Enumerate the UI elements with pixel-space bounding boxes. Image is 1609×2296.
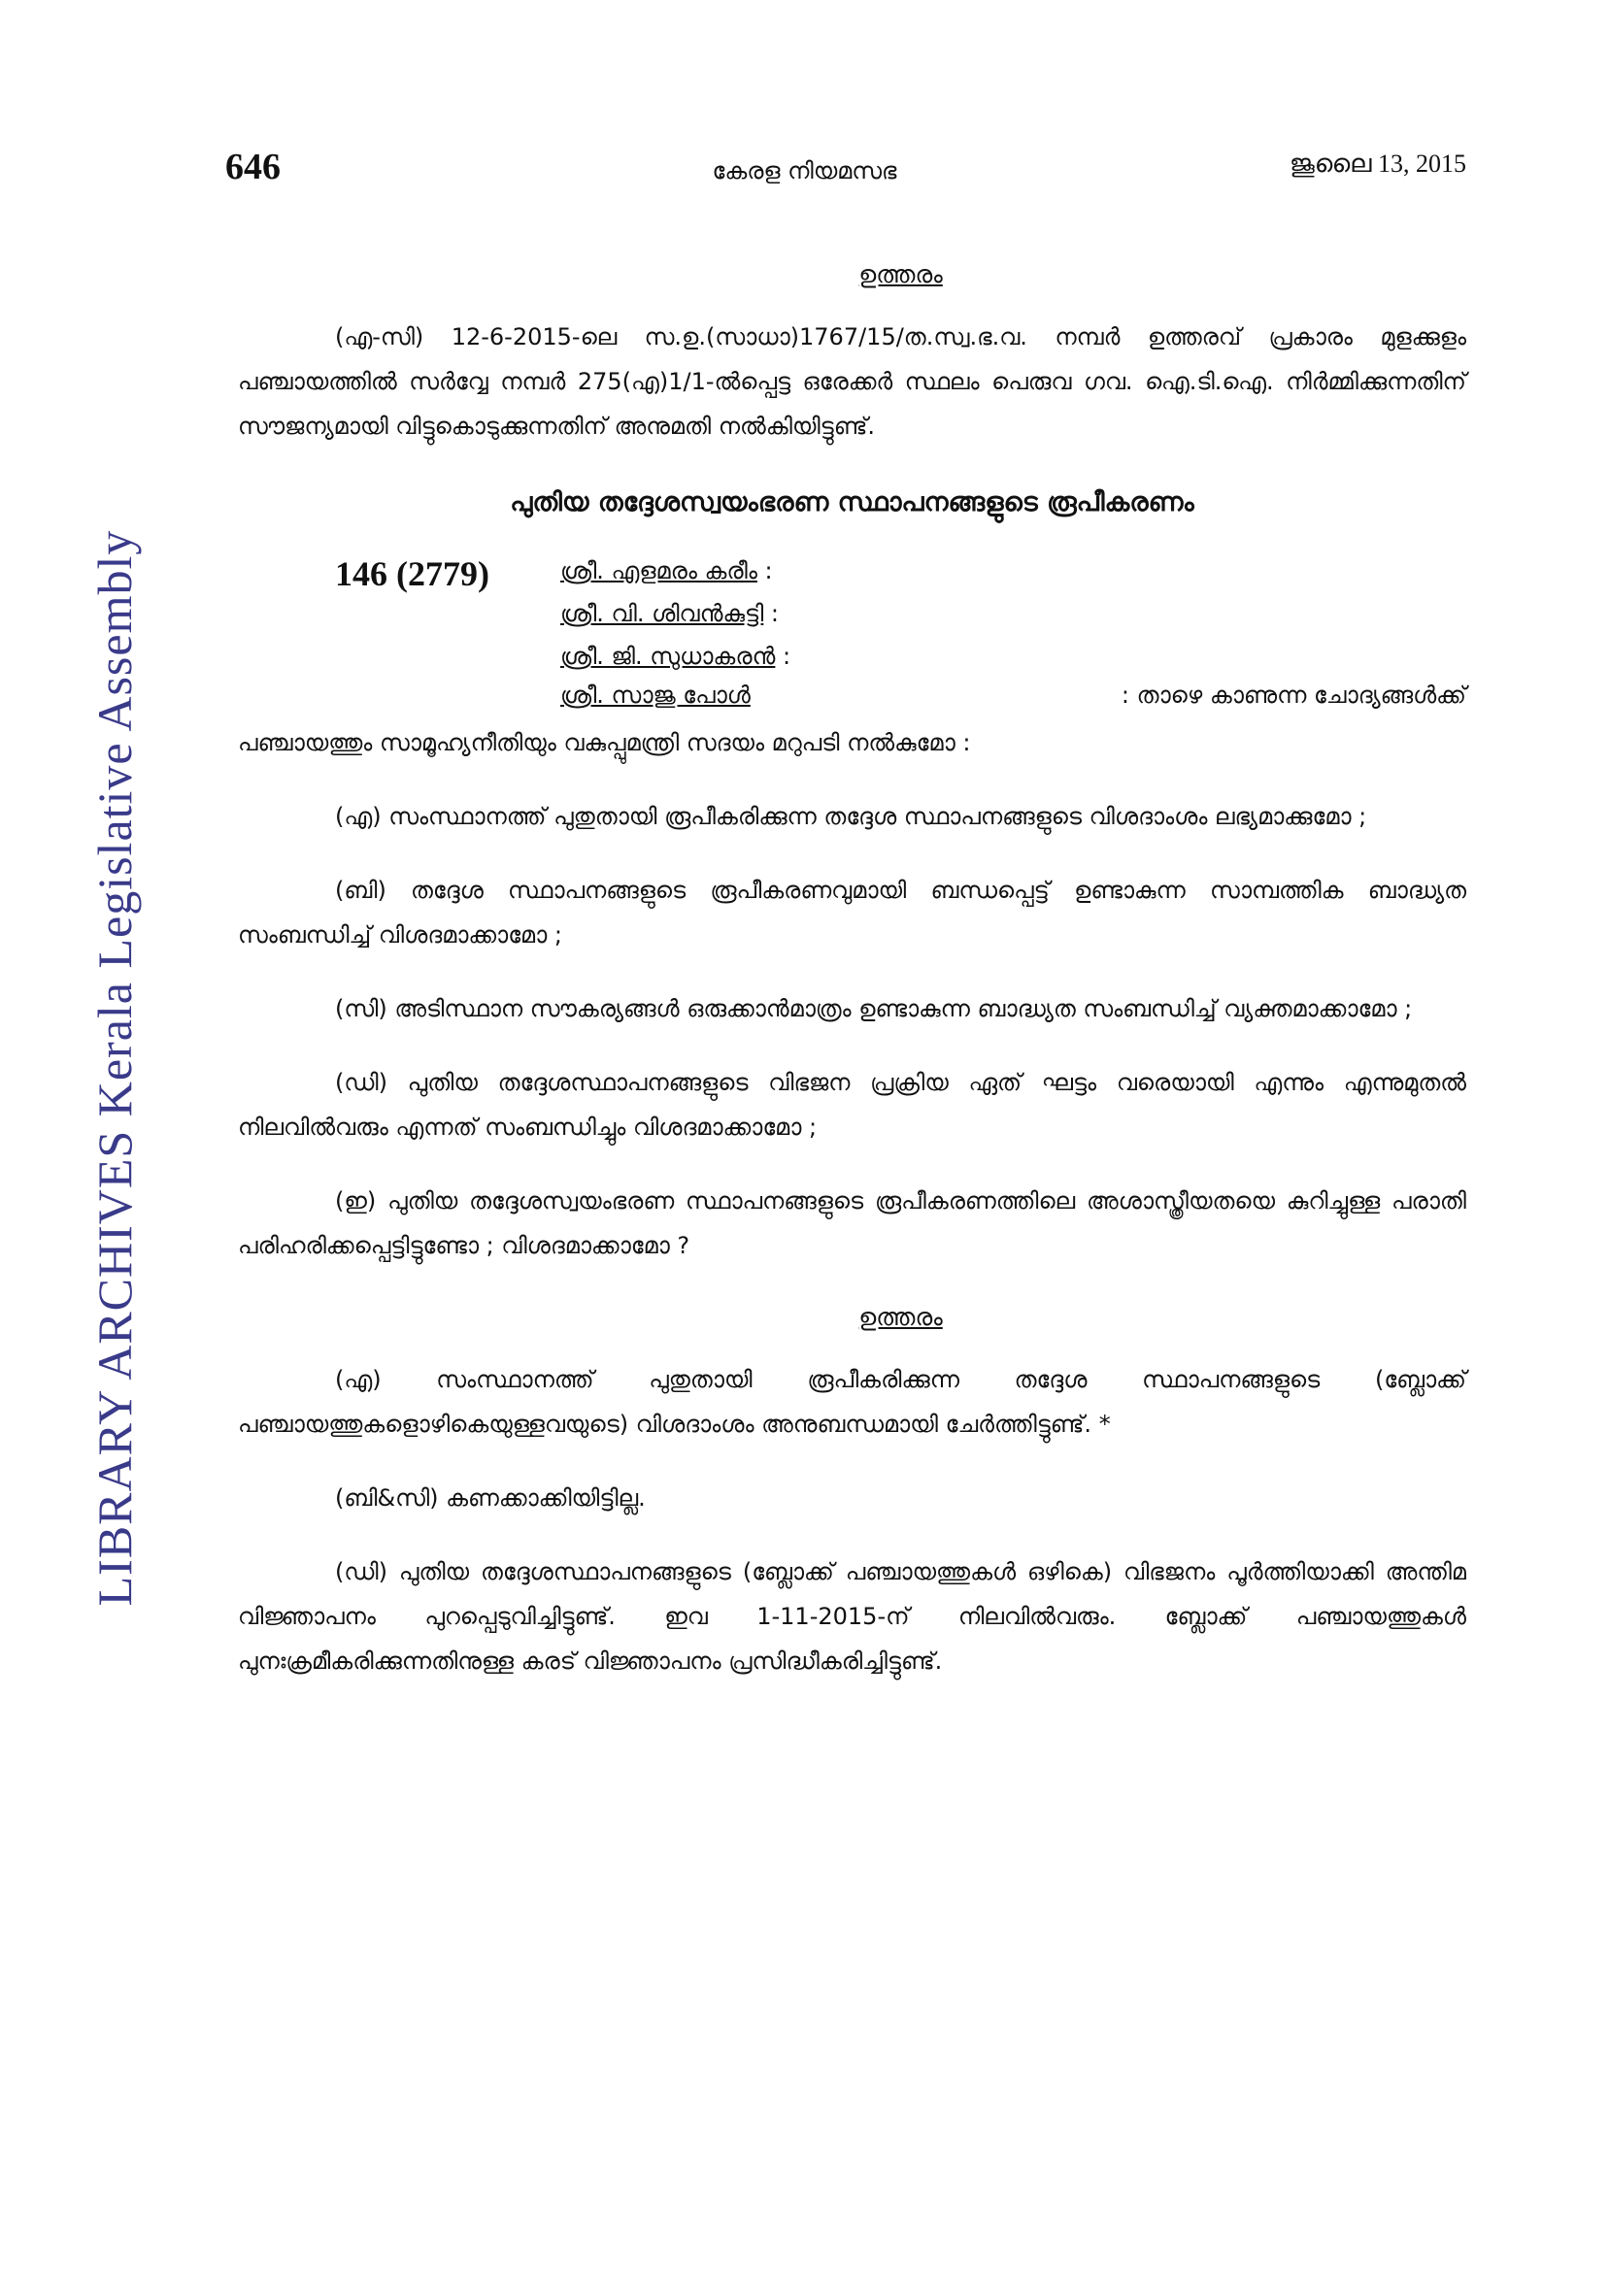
answer-item-bc: (ബി&സി) കണക്കാക്കിയിട്ടില്ല. xyxy=(335,1484,646,1512)
answer-paragraph-1: (എ-സി) 12-6-2015-ലെ സ.ഉ.(സാധാ)1767/15/ത.സ്വ.ഭ.വ. നമ്പർ ഉത്തരവ് പ്രകാരം മുളക്കുളം പഞ്ചായത്തിൽ സർവ്വേ നമ്പർ 275(എ)1/1-ൽപ്പെട്ട ഒരേക്കർ സ്ഥലം പെരുവ ഗവ. ഐ.ടി.ഐ. നിർമ്മിക്കുന്നതിന് സൗജന്യമായി വിട്ടുകൊടുക്കുന്നതിന് അനുമതി നൽകിയിട്ടുണ്ട്. xyxy=(238,323,1466,440)
member-2 xyxy=(560,600,779,627)
archive-watermark: LIBRARY ARCHIVES Kerala Legislative Assembly xyxy=(87,529,142,1607)
member-colon: : xyxy=(775,643,791,670)
answer-heading-1: ഉത്തരം xyxy=(858,260,943,288)
question-header xyxy=(238,553,1466,724)
question-number: 146 (2779) xyxy=(335,554,489,593)
running-head: കേരള നിയമസഭ xyxy=(712,157,897,184)
member-name: ശ്രീ. സാജു പോൾ xyxy=(560,682,751,709)
member-colon: : xyxy=(763,600,780,627)
question-item-a: (എ) സംസ്ഥാനത്ത് പുതുതായി രൂപീകരിക്കുന്ന തദ്ദേശ സ്ഥാപനങ്ങളുടെ വിശദാംശം ലഭ്യമാക്കുമോ ; xyxy=(335,803,1367,830)
question-item-e: (ഇ) പുതിയ തദ്ദേശസ്വയംഭരണ സ്ഥാപനങ്ങളുടെ രൂപീകരണത്തിലെ അശാസ്ത്രീയതയെ കുറിച്ചുള്ള പരാതി പരിഹരിക്കപ്പെട്ടിട്ടുണ്ടോ ; വിശദമാക്കാമോ ? xyxy=(238,1187,1466,1259)
member-4-line xyxy=(560,682,1466,709)
question-item-c: (സി) അടിസ്ഥാന സൗകര്യങ്ങൾ ഒരുക്കാൻമാത്രം ഉണ്ടാകുന്ന ബാദ്ധ്യത സംബന്ധിച്ച് വ്യക്തമാക്കാമോ ; xyxy=(335,995,1413,1022)
answer-item-a: (എ) സംസ്ഥാനത്ത് പുതുതായി രൂപീകരിക്കുന്ന തദ്ദേശ സ്ഥാപനങ്ങളുടെ (ബ്ലോക്ക് പഞ്ചായത്തുകളൊഴികെയുള്ളവയുടെ) വിശദാംശം അനുബന്ധമായി ചേർത്തിട്ടുണ്ട്. * xyxy=(238,1366,1466,1438)
member-name: ശ്രീ. ജി. സുധാകരൻ xyxy=(560,643,776,670)
member-colon: : xyxy=(756,557,773,584)
question-item-d: (ഡി) പുതിയ തദ്ദേശസ്ഥാപനങ്ങളുടെ വിഭജന പ്രക്രിയ ഏത് ഘട്ടം വരെയായി എന്നും എന്നുമുതൽ നിലവിൽവരും എന്നത് സംബന്ധിച്ചും വിശദമാക്കാമോ ; xyxy=(238,1069,1466,1141)
member-3 xyxy=(560,643,790,670)
page-body xyxy=(238,260,1466,1683)
page-header xyxy=(0,146,1609,204)
member-name: ശ്രീ. വി. ശിവൻകുട്ടി xyxy=(560,600,764,627)
member-1 xyxy=(560,557,773,584)
member-name: ശ്രീ. എളമരം കരീം xyxy=(560,557,757,584)
header-date: ജൂലൈ 13, 2015 xyxy=(1289,150,1466,178)
question-item-b: (ബി) തദ്ദേശ സ്ഥാപനങ്ങളുടെ രൂപീകരണവുമായി ബന്ധപ്പെട്ട് ഉണ്ടാകുന്ന സാമ്പത്തിക ബാദ്ധ്യത സംബന്ധിച്ച് വിശദമാക്കാമോ ; xyxy=(238,877,1466,948)
question-lead-in-continued: പഞ്ചായത്തും സാമൂഹ്യനീതിയും വകുപ്പുമന്ത്രി സദയം മറുപടി നൽകുമോ : xyxy=(238,729,971,756)
answer-item-d: (ഡി) പുതിയ തദ്ദേശസ്ഥാപനങ്ങളുടെ (ബ്ലോക്ക് പഞ്ചായത്തുകൾ ഒഴികെ) വിഭജനം പൂർത്തിയാക്കി അന്തിമ വിജ്ഞാപനം പുറപ്പെടുവിച്ചിട്ടുണ്ട്. ഇവ 1-11-2015-ന് നിലവിൽവരും. ബ്ലോക്ക് പഞ്ചായത്തുകൾ പുനഃക്രമീകരിക്കുന്നതിനുള്ള കരട് വിജ്ഞാപനം പ്രസിദ്ധീകരിച്ചിട്ടുണ്ട്. xyxy=(238,1558,1466,1675)
question-lead-in: : താഴെ കാണുന്ന ചോദ്യങ്ങൾക്ക് xyxy=(1121,682,1466,709)
answer-heading-2: ഉത്തരം xyxy=(858,1303,943,1331)
page-number: 646 xyxy=(225,147,281,187)
question-title: പുതിയ തദ്ദേശസ്വയംഭരണ സ്ഥാപനങ്ങളുടെ രൂപീകരണം xyxy=(510,487,1194,517)
